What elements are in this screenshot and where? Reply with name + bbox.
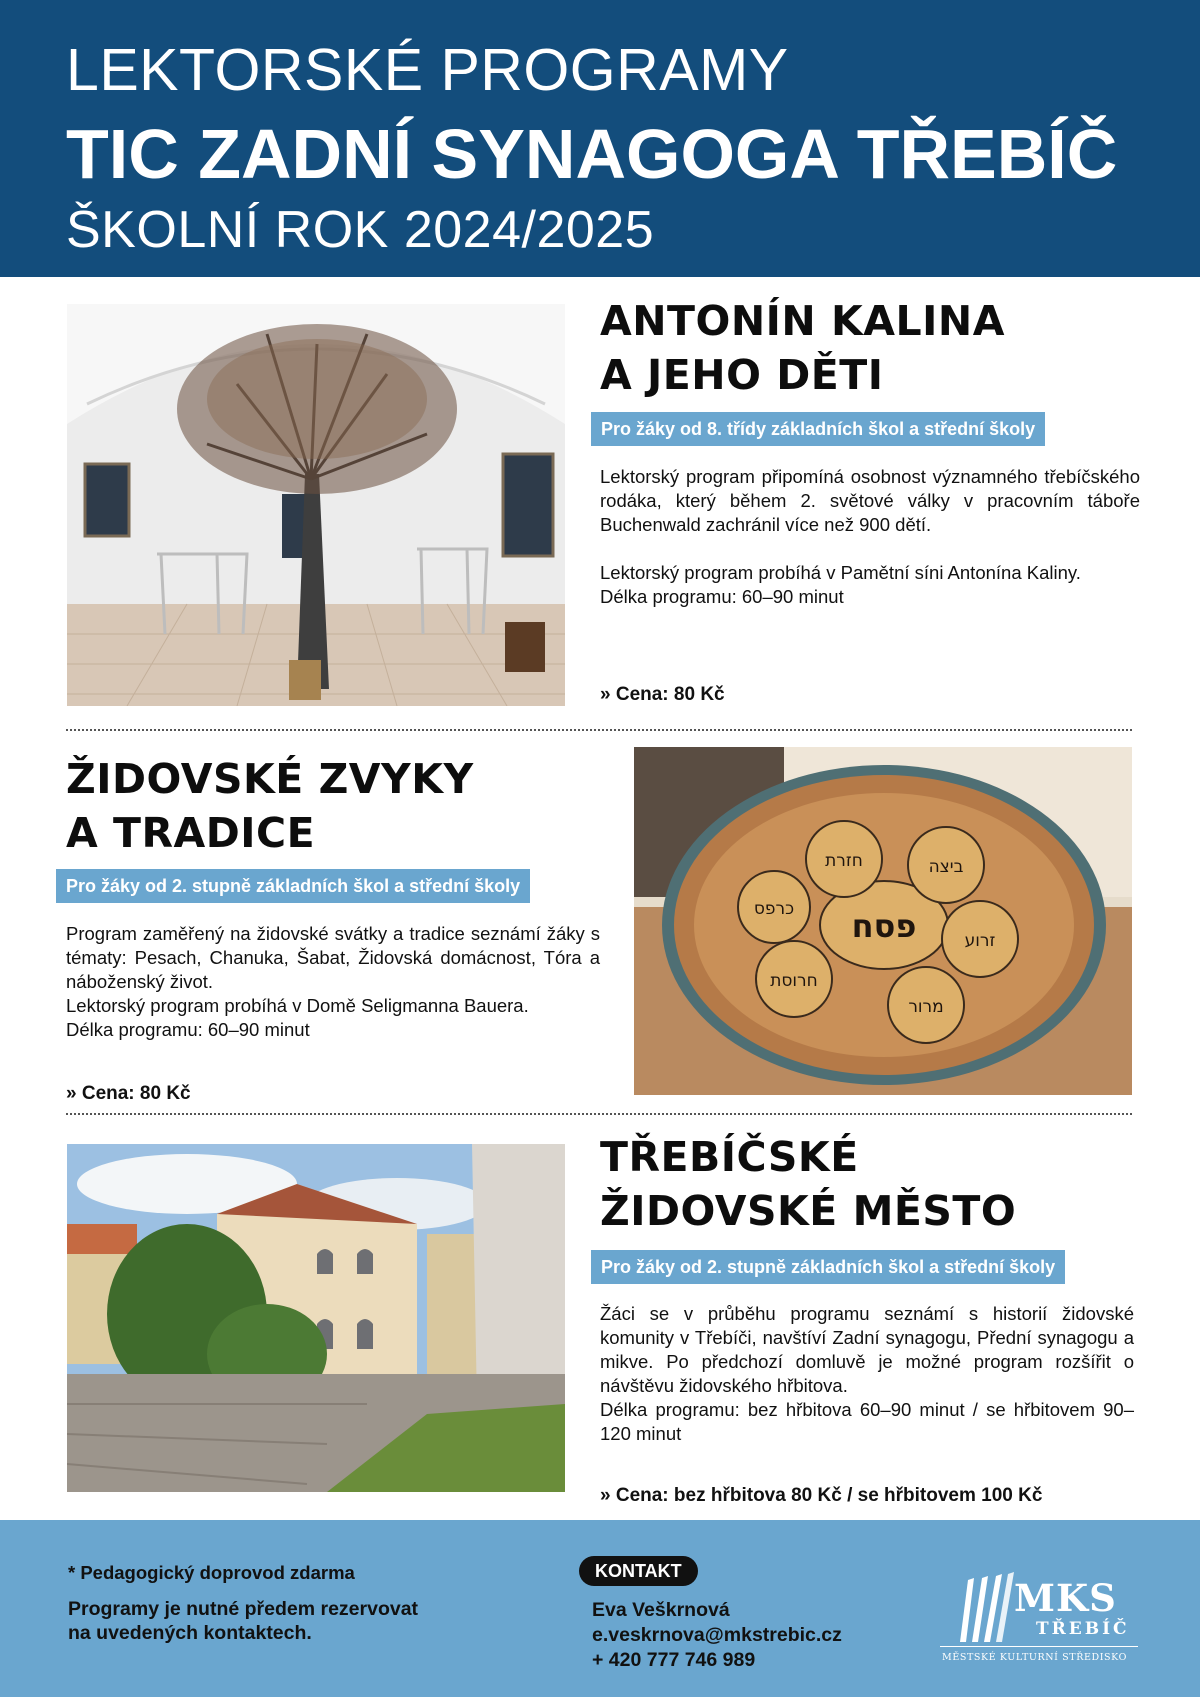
plate-word: כרפס (753, 899, 795, 919)
program-1-description: Lektorský program připomíná osobnost významného třebíčského rodáka, který během 2. světové války v pracovním táboře Buchenwald zachránil více než 900 dětí. Lektorský program probíhá v Pamětní síni Antonína Kaliny. Délka programu: 60–90 minut (600, 466, 1140, 607)
plate-word: זרוע (964, 931, 996, 951)
seder-plate-photo (634, 747, 1132, 1095)
footer-note: * Pedagogický doprovod zdarma (68, 1562, 355, 1583)
plate-word: חזרת (825, 851, 863, 871)
program-2-audience: Pro žáky od 2. stupně základních škol a střední školy (56, 869, 530, 903)
plate-word: מרור (908, 997, 944, 1017)
program-2-price: » Cena: 80 Kč (66, 1083, 191, 1104)
header-title: TIC ZADNÍ SYNAGOGA TŘEBÍČ (66, 115, 1118, 193)
synagogue-street-photo (67, 1144, 565, 1492)
contact-email[interactable]: e.veskrnova@mkstrebic.cz (592, 1624, 842, 1646)
program-3-title: TŘEBÍČSKÉ ŽIDOVSKÉ MĚSTO (600, 1133, 1017, 1235)
program-3-price: » Cena: bez hřbitova 80 Kč / se hřbitovem 100 Kč (600, 1485, 1043, 1506)
divider-2 (66, 1113, 1132, 1115)
header-school-year: ŠKOLNÍ ROK 2024/2025 (66, 201, 655, 259)
divider-1 (66, 729, 1132, 731)
plate-center-text: פסח (851, 907, 917, 945)
program-2-description: Program zaměřený na židovské svátky a tradice seznámí žáky s tématy: Pesach, Chanuka, Šabat, Židovská domácnost, Tóra a náboženský život. Lektorský program probíhá v Domě Seligmanna Bauera. Délka programu: 60–90 minut (66, 923, 600, 1040)
program-3-audience: Pro žáky od 2. stupně základních škol a střední školy (591, 1250, 1065, 1284)
contact-name: Eva Veškrnová (592, 1599, 730, 1621)
footer-reservation: Programy je nutné předem rezervovat na uvedených kontaktech. (68, 1598, 419, 1644)
mks-logo-mark (954, 1572, 1014, 1644)
logo-subtitle: MĚSTSKÉ KULTURNÍ STŘEDISKO (942, 1652, 1127, 1663)
tree-memorial-photo (67, 304, 565, 706)
header-line-1: LEKTORSKÉ PROGRAMY (66, 37, 789, 103)
logo-divider (940, 1646, 1138, 1647)
program-3-description: Žáci se v průběhu programu seznámí s historií židovské komunity v Třebíči, navštíví Zadní synagogu, Přední synagogu a mikve. Po předchozí domluvě je možné program rozšířit o návštěvu židovského hřbitova. Délka programu: bez hřbitova 60–90 minut / se hřbitovem 90–120 minut (600, 1303, 1134, 1444)
program-1-price: » Cena: 80 Kč (600, 684, 725, 705)
logo-city-text: TŘEBÍČ (1036, 1619, 1130, 1639)
mks-logo (940, 1572, 1140, 1680)
plate-word: ביצה (928, 857, 964, 877)
program-1-title: ANTONÍN KALINA A JEHO DĚTI (600, 297, 1005, 399)
contact-label: KONTAKT (579, 1556, 698, 1586)
contact-phone[interactable]: + 420 777 746 989 (592, 1649, 756, 1671)
plate-word: חרוסת (770, 971, 818, 991)
program-1-audience: Pro žáky od 8. třídy základních škol a střední školy (591, 412, 1045, 446)
program-2-title: ŽIDOVSKÉ ZVYKY A TRADICE (66, 755, 474, 857)
logo-mks-text: MKS (1014, 1576, 1117, 1620)
